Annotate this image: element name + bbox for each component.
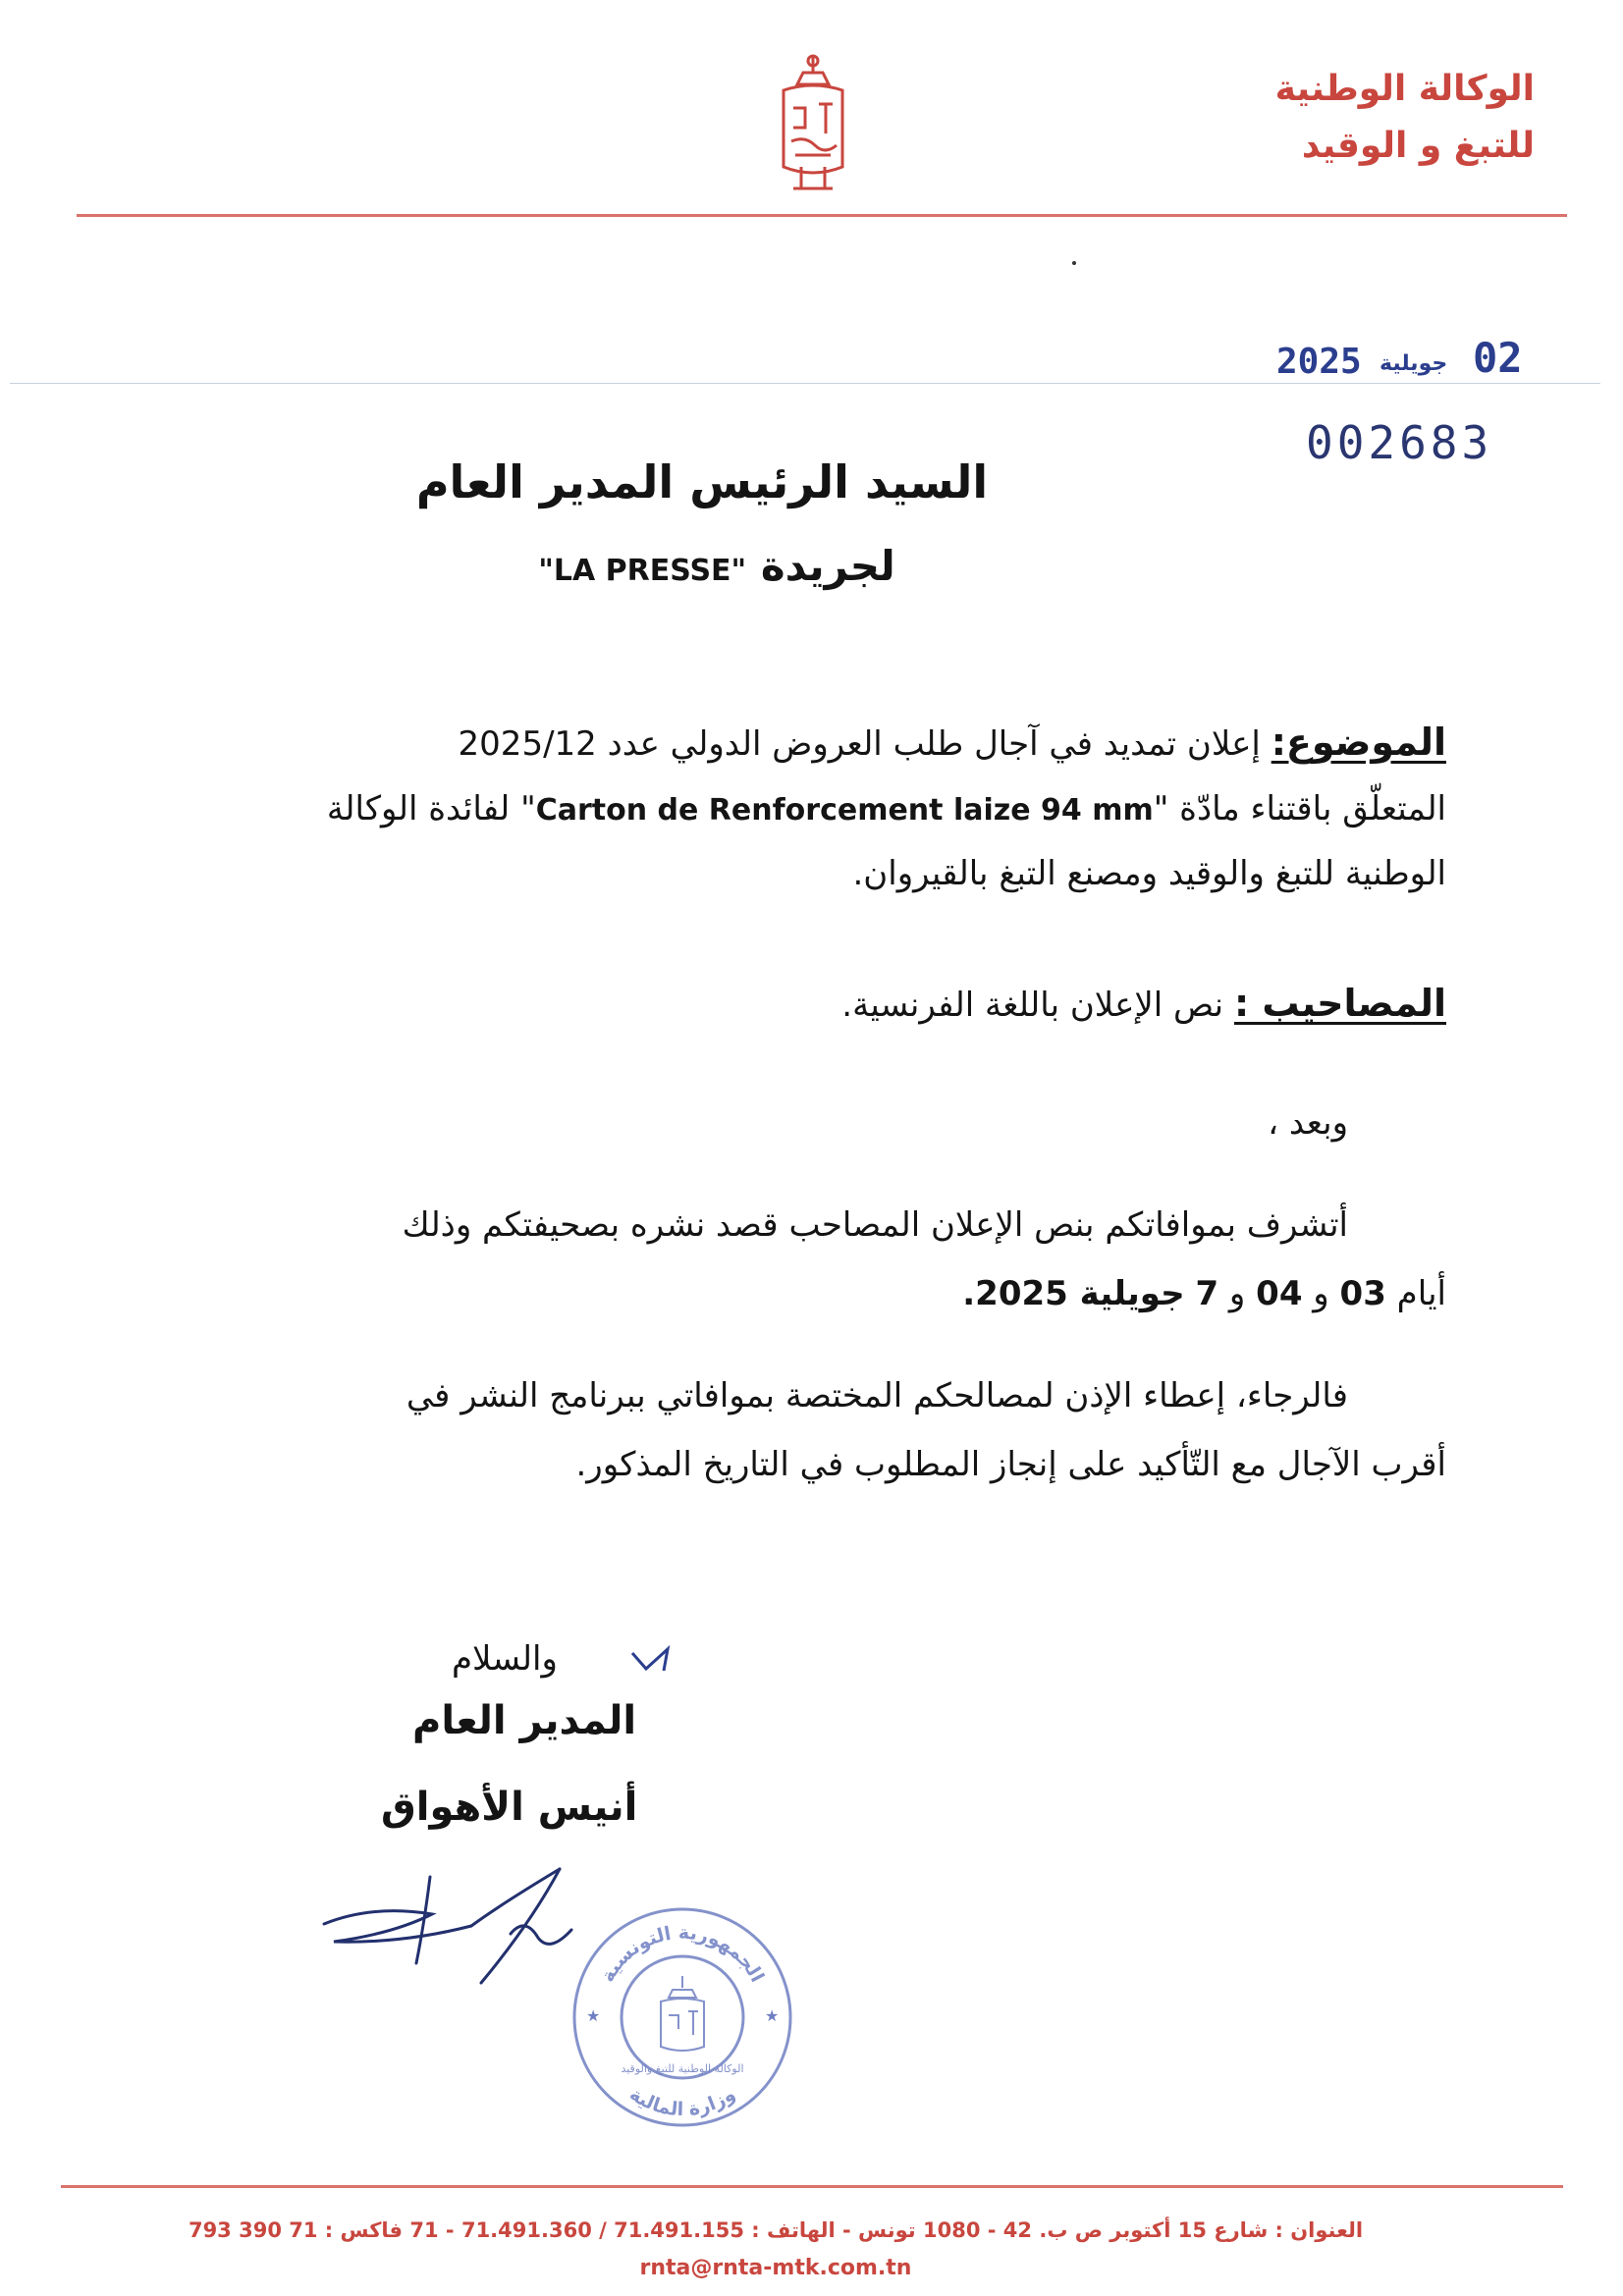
- day-2: 04: [1256, 1274, 1303, 1313]
- conj-1: و: [1313, 1274, 1329, 1313]
- date-month: جويلية: [1380, 351, 1448, 376]
- addressee-newspaper: [393, 542, 1041, 590]
- seal-text-inner: الوكالة الوطنية للتبغ والوقيد: [621, 2062, 744, 2075]
- subject-text-2a: المتعلّق باقتناء مادّة ": [1153, 789, 1446, 828]
- paragraph-2-line-2: أقرب الآجال مع التّأكيد على إنجاز المطلوب في التاريخ المذكور.: [575, 1445, 1446, 1484]
- signer-title: المدير العام: [412, 1698, 637, 1743]
- footer-email: rnta@rnta-mtk.com.tn: [639, 2256, 912, 2280]
- official-seal: [565, 1899, 800, 2135]
- subject-text-1: إعلان تمديد في آجال طلب العروض الدولي عدد 2025/12: [458, 724, 1261, 764]
- conj-2: و: [1228, 1274, 1246, 1313]
- date-stamp: [1276, 332, 1542, 391]
- newspaper-name: "LA PRESSE": [538, 554, 747, 588]
- month-year: جويلية 2025.: [962, 1274, 1185, 1313]
- opening-phrase: وبعد ،: [1268, 1103, 1348, 1143]
- footer-address: العنوان : شارع 15 أكتوبر ص ب. 42 - 1080 تونس - الهاتف : 71.491.155 / 71.491.360 - 71 فاكس : 71 390 793: [188, 2218, 1364, 2242]
- seal-text-top: الجمهورية التونسية: [596, 1921, 769, 1987]
- day-1: 03: [1339, 1274, 1386, 1313]
- closing-phrase: والسلام: [452, 1639, 558, 1679]
- agency-name-line-2: للتبغ و الوقيد: [1301, 126, 1535, 166]
- svg-text:وزارة المالية: [625, 2083, 739, 2120]
- signer-name: أنيس الأهواق: [381, 1785, 638, 1830]
- scan-speck: [1072, 261, 1076, 265]
- product-name: Carton de Renforcement laize 94 mm: [535, 793, 1154, 828]
- days-prefix: أيام: [1396, 1274, 1446, 1313]
- day-3: 7: [1195, 1274, 1219, 1313]
- subject-label: الموضوع:: [1271, 721, 1446, 764]
- subject-line-1: [170, 721, 1446, 764]
- paragraph-1-line-2: [170, 1274, 1446, 1313]
- attachment-label: المصاحيب :: [1233, 982, 1446, 1025]
- header-divider: [77, 214, 1567, 217]
- attachment-text: نص الإعلان باللغة الفرنسية.: [841, 986, 1224, 1025]
- addressee-title: السيد الرئيس المدير العام: [415, 455, 989, 508]
- seal-star-left: ★: [586, 2006, 601, 2025]
- seal-text-bottom: وزارة المالية: [625, 2083, 739, 2121]
- seal-star-right: ★: [765, 2006, 780, 2025]
- reference-number: 002683: [1306, 416, 1493, 469]
- agency-logo: [766, 51, 860, 198]
- subject-line-3: الوطنية للتبغ والوقيد ومصنع التبغ بالقيروان.: [852, 854, 1446, 893]
- footer-divider: [61, 2185, 1563, 2188]
- agency-name-line-1: الوكالة الوطنية: [1274, 69, 1535, 109]
- date-year: 2025: [1276, 342, 1362, 382]
- attachment-line: [170, 982, 1446, 1025]
- agency-name: [1181, 61, 1535, 175]
- subject-text-2b: " لفائدة الوكالة: [326, 789, 536, 828]
- newspaper-prefix: لجريدة: [760, 542, 895, 590]
- date-day: 02: [1473, 334, 1523, 382]
- subject-line-2: [170, 789, 1446, 828]
- paragraph-2-line-1: فالرجاء، إعطاء الإذن لمصالحكم المختصة بموافاتي ببرنامج النشر في: [406, 1376, 1348, 1415]
- handwritten-check-mark: [628, 1641, 677, 1681]
- paragraph-1-line-1: أتشرف بموافاتكم بنص الإعلان المصاحب قصد نشره بصحيفتكم وذلك: [402, 1205, 1348, 1245]
